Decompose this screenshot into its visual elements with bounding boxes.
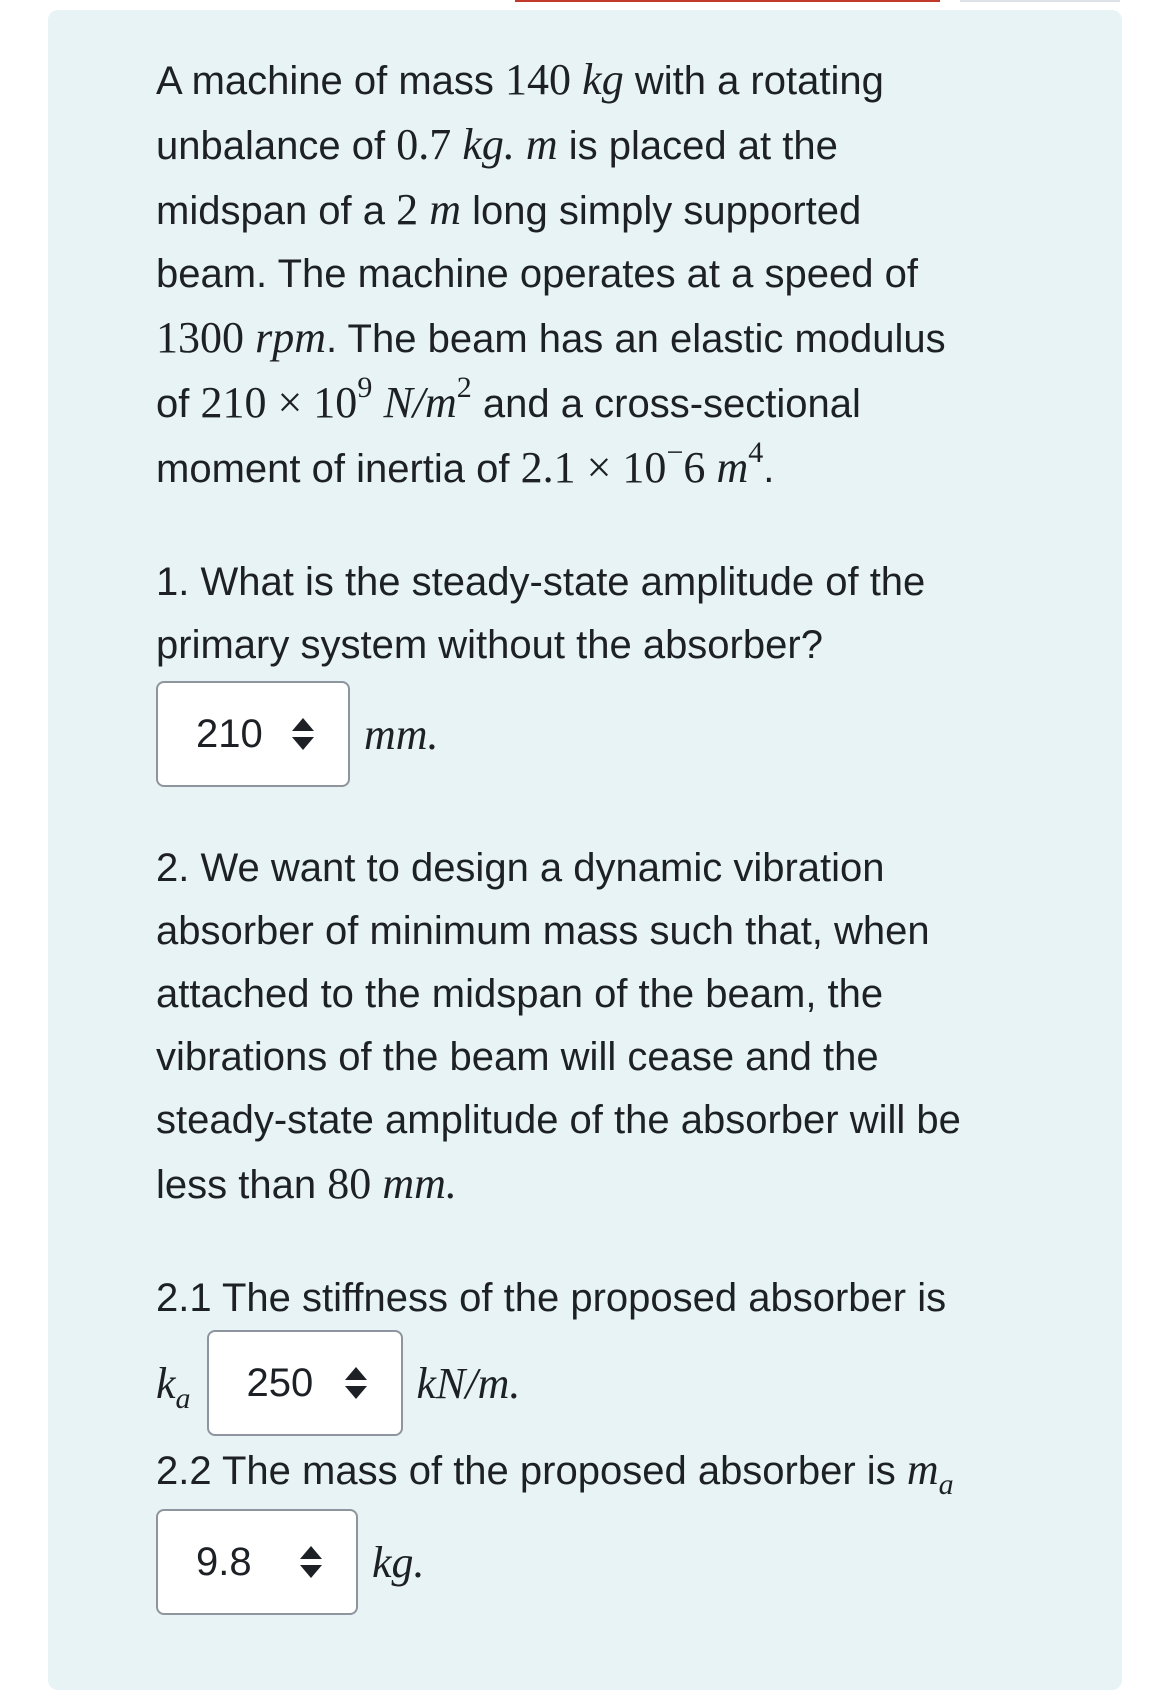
statement-line: of $210 \times 10^9$ $N/m^2$ and a cross-sectional	[156, 371, 861, 427]
statement-line: 1300 rpm. The beam has an elastic modulus	[156, 313, 946, 362]
answer-row-2-2	[156, 1509, 1116, 1615]
statement-line: A machine of mass 140 kg with a rotating	[156, 55, 884, 104]
question-2-1	[156, 1267, 1116, 1436]
mass-unit: kg.	[372, 1537, 425, 1587]
amplitude-select-value: 210	[196, 711, 263, 756]
question-2-2	[156, 1438, 1116, 1615]
statement-line: unbalance of 0.7 kg. m is placed at the	[156, 120, 838, 169]
question-2-text: 2. We want to design a dynamic vibration	[156, 846, 885, 890]
question-2-2-text: 2.2 The mass of the proposed absorber is $m_a$	[156, 1445, 954, 1501]
question-2-text: vibrations of the beam will cease and the	[156, 1035, 879, 1079]
stiffness-unit: kN/m.	[416, 1358, 521, 1408]
question-2-text: steady-state amplitude of the absorber will be	[156, 1098, 961, 1142]
top-accent-line	[515, 0, 940, 2]
answer-row-1	[156, 681, 1116, 787]
top-divider-line	[960, 0, 1120, 2]
question-card	[48, 10, 1122, 1690]
mass-select[interactable]	[156, 1509, 358, 1615]
mass-select-value: 9.8	[196, 1539, 252, 1584]
question-2-text: less than 80 mm.	[156, 1159, 457, 1208]
answer-row-2-1	[156, 1330, 1116, 1436]
amplitude-unit: mm.	[364, 709, 439, 759]
statement-line: midspan of a 2 m long simply supported	[156, 185, 862, 234]
question-2-1-text: 2.1 The stiffness of the proposed absorber is	[156, 1276, 947, 1320]
problem-statement	[156, 48, 1116, 501]
statement-line: moment of inertia of 2.1 × 10−6 $m^4$.	[156, 436, 775, 492]
updown-arrow-icon	[292, 718, 314, 750]
question-content	[156, 48, 1116, 1615]
updown-arrow-icon	[345, 1367, 367, 1399]
question-1-text: primary system without the absorber?	[156, 623, 823, 667]
question-2-text: absorber of minimum mass such that, when	[156, 909, 930, 953]
question-2-text: attached to the midspan of the beam, the	[156, 972, 884, 1016]
question-1	[156, 551, 1116, 787]
statement-line: beam. The machine operates at a speed of	[156, 252, 918, 296]
question-1-text: 1. What is the steady-state amplitude of the	[156, 560, 926, 604]
amplitude-select[interactable]	[156, 681, 350, 787]
question-2	[156, 837, 1116, 1217]
stiffness-select[interactable]	[207, 1330, 403, 1436]
updown-arrow-icon	[300, 1546, 322, 1578]
mass-symbol: $m_a$	[906, 1445, 954, 1501]
stiffness-symbol: $k_a$	[156, 1358, 191, 1415]
stiffness-select-value: 250	[246, 1360, 314, 1405]
